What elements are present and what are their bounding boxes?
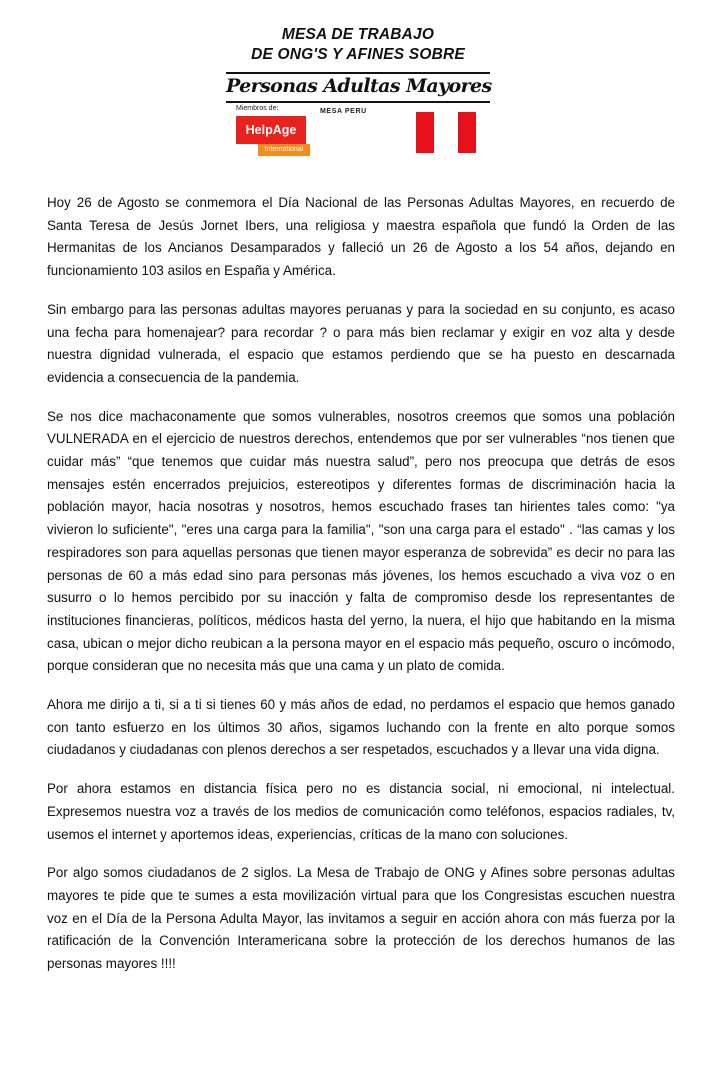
logo-divider-bottom [226, 101, 490, 103]
paragraph-3: Se nos dice machaconamente que somos vulnerables, nosotros creemos que somos una población VULNERADA en el ejercicio de nuestros derechos, entendemos que por ser vulnerables “nos tienen que cuidar más” “que tenemos que cuidar más nuestra salud”, pero nos preocupa que detrás de esos mensajes estén encerrados prejuicios, estereotipos y diferentes formas de discriminación hacia la población mayor, hacia nosotras y nosotros, hemos escuchado frases tan hirientes tales como: "ya vivieron lo suficiente", "eres una carga para la familia", "son una carga para el estado" . “las camas y los respiradores son para aquellas personas que tienen mayor esperanza de sobrevida” es decir no para las personas de 60 a más edad sino para personas más jóvenes, los hemos escuchado a viva voz o en susurro o lo hemos percibido por su inacción y falta de compromiso desde los representantes de instituciones financieras, políticos, médicos hasta del yerno, la nuera, el hijo que habitando en la misma casa, ubican o mejor dicho reubican a la persona mayor en el espacio más pequeño, oscuro o incómodo, porque consideran que no necesita más que una cama y un plato de comida. [47, 408, 675, 674]
members-label: Miembros de: [236, 105, 279, 112]
paragraph-2: Sin embargo para las personas adultas mayores peruanas y para la sociedad en su conjunto, es acaso una fecha para homenajear? para recordar ? o para más bien reclamar y exigir en voz alta y desde nuestra dignidad vulnerada, el espacio que estamos perdiendo que se ha puesto en descarnada evidencia a consecuencia de la pandemia. [47, 301, 675, 385]
logo-title-line1: MESA DE TRABAJO [281, 26, 435, 43]
paragraph-6: Por algo somos ciudadanos de 2 siglos. La Mesa de Trabajo de ONG y Afines sobre personas adultas mayores te pide que te sumes a esta movilización virtual para que los Congresistas escuchen nuestra voz en el Día de la Persona Adulta Mayor, las invitamos a seguir en acción ahora con más fuerza por la ratificación de la Convención Interamericana sobre la protección de los derechos humanos de las personas mayores !!!! [47, 865, 675, 972]
helpage-logo [236, 116, 312, 158]
paragraph-4: Ahora me dirijo a ti, si a ti si tienes 60 y más años de edad, no perdamos el espacio que hemos ganado con tanto esfuerzo en los últimos 30 años, sigamos luchando con la frente en alto porque somos ciudadanos y ciudadanas con plenos derechos a ser respetados, escuchados y a llevar una vida digna. [47, 697, 675, 758]
flag-stripe-right [458, 112, 476, 153]
logo-script-title: Personas Adultas Mayores [226, 75, 492, 97]
helpage-subtitle: International [258, 144, 310, 156]
paragraph-5: Por ahora estamos en distancia física pero no es distancia social, ni emocional, ni intelectual. Expresemos nuestra voz a través de los medios de comunicación como teléfonos, espacios radiales, tv, usemos el internet y aportemos ideas, experiencias, críticas de la mano con soluciones. [47, 781, 675, 842]
paragraph-1: Hoy 26 de Agosto se conmemora el Día Nacional de las Personas Adultas Mayores, en recuerdo de Santa Teresa de Jesús Jornet Ibers, una religiosa y maestra española que fundó la Orden de las Hermanitas de los Ancianos Desamparados y falleció un 26 de Agosto a los 54 años, dejando en funcionamiento 103 asilos en España y América. [47, 195, 675, 279]
helpage-name: HelpAge [236, 116, 306, 144]
article-body [47, 192, 675, 992]
peru-flag-icon [416, 112, 476, 153]
organization-logo [226, 24, 490, 158]
logo-divider-top [226, 72, 490, 74]
mesa-label: MESA PERU [320, 108, 367, 115]
flag-stripe-left [416, 112, 434, 153]
logo-title-line2: DE ONG'S Y AFINES SOBRE [251, 46, 465, 63]
